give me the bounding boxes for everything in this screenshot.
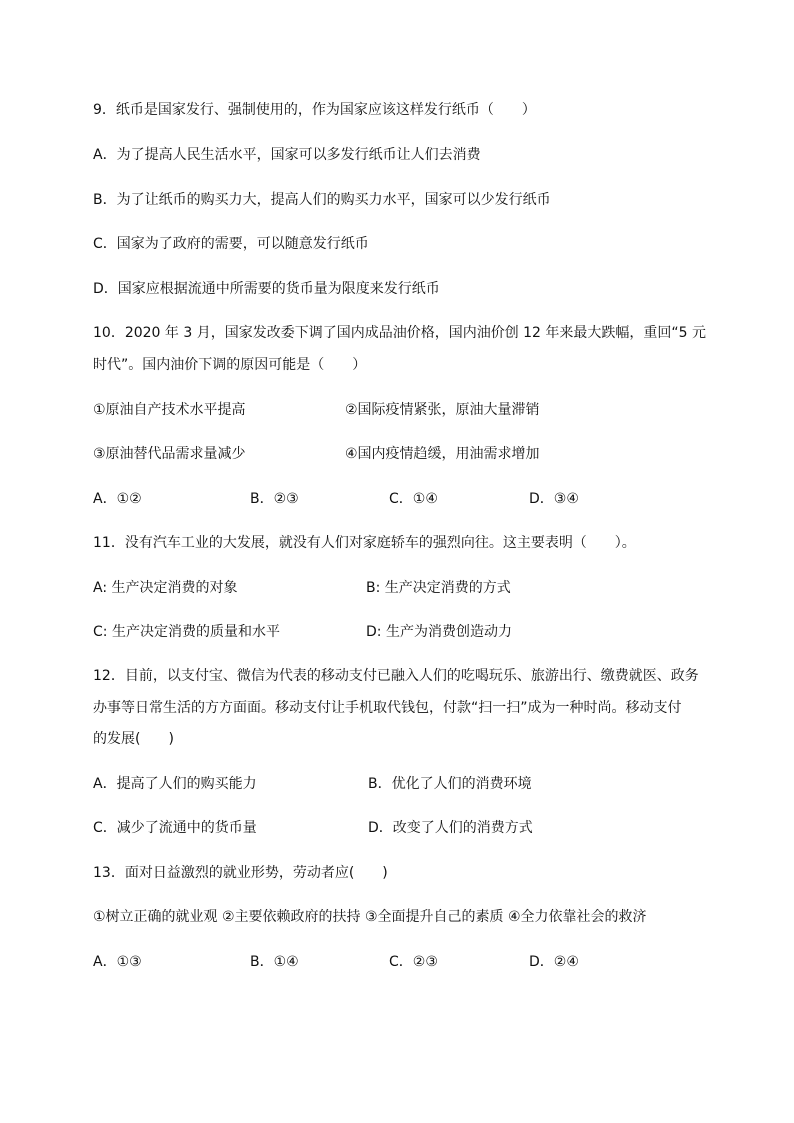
q9-option-b: B．为了让纸币的购买力大，提高人们的购买力水平，国家可以少发行纸币 bbox=[93, 192, 551, 208]
q9-option-a: A．为了提高人民生活水平，国家可以多发行纸币让人们去消费 bbox=[93, 147, 481, 163]
q13-option-c: C．②③ bbox=[389, 954, 438, 970]
q11-option-a: A: 生产决定消费的对象 bbox=[93, 580, 238, 596]
q10-option-b: B．②③ bbox=[250, 491, 299, 507]
q12-stem-line2: 办事等日常生活的方方面面。移动支付让手机取代钱包，付款“扫一扫”成为一种时尚。移动支付 bbox=[93, 700, 682, 716]
q13-stem: 13．面对日益激烈的就业形势，劳动者应( ) bbox=[93, 865, 388, 881]
q11-stem: 11．没有汽车工业的大发展，就没有人们对家庭轿车的强烈向往。这主要表明（ ）。 bbox=[93, 535, 636, 551]
q12-stem-line1: 12．目前，以支付宝、微信为代表的移动支付已融入人们的吃喝玩乐、旅游出行、缴费就医、政务 bbox=[93, 668, 699, 684]
q10-statement-4: ④国内疫情趋缓，用油需求增加 bbox=[345, 446, 540, 462]
q10-stem-line1: 10．2020 年 3 月，国家发改委下调了国内成品油价格，国内油价创 12 年来最大跌幅，重回“5 元 bbox=[93, 325, 707, 341]
q12-option-b: B．优化了人们的消费环境 bbox=[368, 776, 532, 792]
q12-stem-line3: 的发展( ) bbox=[93, 731, 174, 747]
q11-option-b: B: 生产决定消费的方式 bbox=[366, 580, 511, 596]
q13-option-b: B．①④ bbox=[250, 954, 299, 970]
q13-option-a: A．①③ bbox=[93, 954, 142, 970]
q12-option-c: C．减少了流通中的货币量 bbox=[93, 820, 257, 836]
q10-statement-1: ①原油自产技术水平提高 bbox=[93, 402, 246, 418]
q12-option-a: A．提高了人们的购买能力 bbox=[93, 776, 257, 792]
q10-statement-3: ③原油替代品需求量减少 bbox=[93, 446, 246, 462]
q11-option-d: D: 生产为消费创造动力 bbox=[366, 624, 512, 640]
q9-option-c: C．国家为了政府的需要，可以随意发行纸币 bbox=[93, 236, 369, 252]
q10-option-a: A．①② bbox=[93, 491, 142, 507]
q10-statement-2: ②国际疫情紧张，原油大量滞销 bbox=[345, 402, 540, 418]
q10-option-d: D．③④ bbox=[529, 491, 579, 507]
q10-option-c: C．①④ bbox=[389, 491, 438, 507]
q10-stem-line2: 时代”。国内油价下调的原因可能是（ ） bbox=[93, 357, 367, 373]
q9-stem: 9．纸币是国家发行、强制使用的，作为国家应该这样发行纸币（ ） bbox=[93, 102, 536, 118]
q13-statements: ①树立正确的就业观 ②主要依赖政府的扶持 ③全面提升自己的素质 ④全力依靠社会的救济 bbox=[93, 909, 647, 925]
q13-option-d: D．②④ bbox=[529, 954, 579, 970]
q12-option-d: D．改变了人们的消费方式 bbox=[368, 820, 533, 836]
q11-option-c: C: 生产决定消费的质量和水平 bbox=[93, 624, 280, 640]
q9-option-d: D．国家应根据流通中所需要的货币量为限度来发行纸币 bbox=[93, 281, 440, 297]
